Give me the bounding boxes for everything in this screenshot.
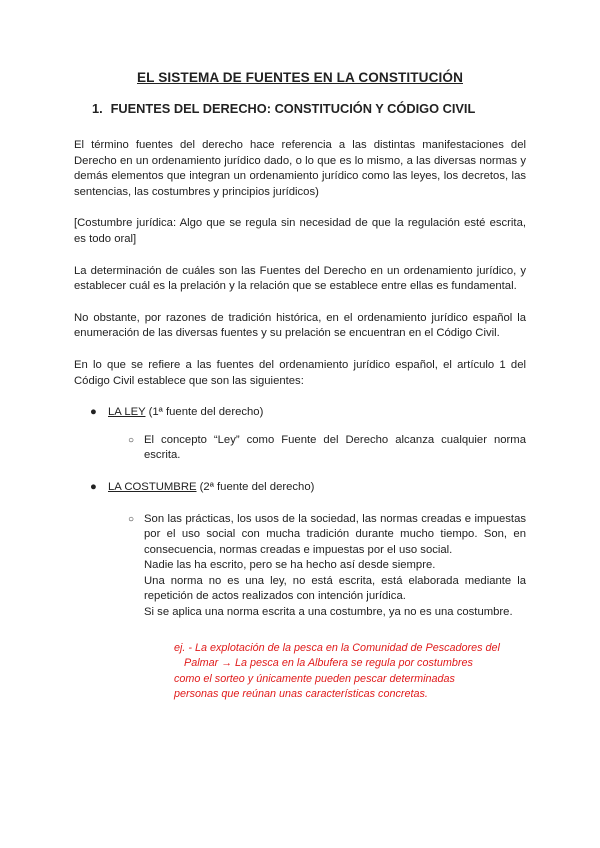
example-line: ej. - La explotación de la pesca en la Comunidad de Pescadores del	[174, 641, 500, 654]
section-number: 1.	[92, 101, 103, 116]
list-item-ley	[74, 405, 526, 464]
section-title: FUENTES DEL DERECHO: CONSTITUCIÓN Y CÓDIGO CIVIL	[110, 101, 476, 116]
list-item-note: (2ª fuente del derecho)	[196, 480, 315, 493]
paragraph-articulo-1: En lo que se refiere a las fuentes del ordenamiento jurídico español, el artículo 1 del Código Civil establece que son las siguientes:	[74, 358, 526, 387]
sublist	[108, 433, 526, 464]
fuentes-list	[74, 405, 526, 621]
circle-bullet-icon: ○	[128, 434, 135, 446]
list-item-note: (1ª fuente del derecho)	[145, 406, 264, 419]
sublist	[108, 512, 526, 621]
example-annotation	[174, 641, 526, 703]
paragraph-costumbre-note: [Costumbre jurídica: Algo que se regula sin necesidad de que la regulación esté escrita, es todo oral]	[74, 217, 526, 245]
example-line: como el sorteo y únicamente pueden pescar determinadas	[174, 672, 455, 685]
bullet-icon: ●	[90, 480, 97, 493]
paragraph-tradicion: No obstante, por razones de tradición histórica, en el ordenamiento jurídico español la enumeración de las diversas fuentes y su prelación se encuentran en el Código Civil.	[74, 311, 526, 340]
sublist-item	[108, 433, 526, 464]
sublist-line: Son las prácticas, los usos de la sociedad, las normas creadas e impuestas por el uso social con mucha tradición durante mucho tiempo. Son, en consecuencia, normas creadas e impuestas por el uso social.	[144, 512, 526, 556]
section-heading	[92, 101, 526, 116]
circle-bullet-icon: ○	[128, 513, 135, 525]
example-line: personas que reúnan unas características concretas.	[174, 688, 428, 701]
example-line: Palmar → La pesca en la Albufera se regula por costumbres	[184, 657, 473, 670]
sublist-line: Una norma no es una ley, no está escrita, está elaborada mediante la repetición de actos realizados con intención jurídica.	[144, 574, 526, 603]
document-title: EL SISTEMA DE FUENTES EN LA CONSTITUCIÓN	[137, 70, 463, 85]
paragraph-determinacion: La determinación de cuáles son las Fuentes del Derecho en un ordenamiento jurídico, y establecer cuál es la prelación y la relación que se establece entre ellas es fundamental.	[74, 264, 526, 293]
sublist-line: Si se aplica una norma escrita a una costumbre, ya no es una costumbre.	[144, 606, 513, 619]
list-item-label: LA COSTUMBRE	[108, 480, 197, 493]
sublist-text: El concepto “Ley” como Fuente del Derecho alcanza cualquier norma escrita.	[144, 433, 526, 462]
list-item-costumbre	[74, 480, 526, 621]
paragraph-definition: El término fuentes del derecho hace referencia a las distintas manifestaciones del Derecho en un ordenamiento jurídico dado, o lo que es lo mismo, a las diversas normas y demás elementos que integran un ordenamiento jurídico como las leyes, los decretos, las sentencias, las costumbres y principios jurídicos)	[74, 139, 526, 198]
sublist-line: Nadie las ha escrito, pero se ha hecho así desde siempre.	[144, 559, 436, 572]
bullet-icon: ●	[90, 406, 97, 419]
sublist-item	[108, 512, 526, 621]
list-item-label: LA LEY	[108, 406, 146, 419]
